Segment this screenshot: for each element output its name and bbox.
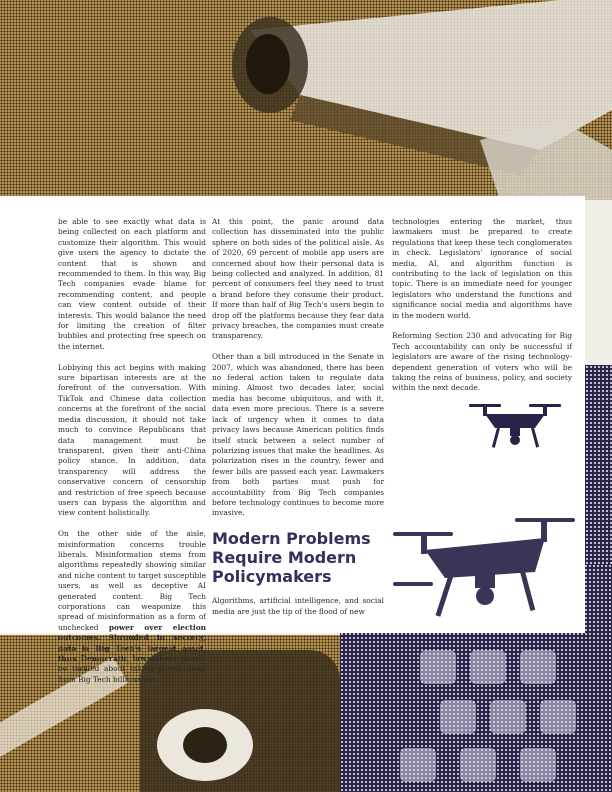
- paragraph: Lobbying this act begins with making sure bipartisan interests are at the forefront of the conversation. With TikTok and Chinese data collection concerns at the forefront of the social media discussion, it should not take much to convince Republicans that data management must be transparent, given their anti-China policy stance. In addition, data transparency will address the conservative concern of censorship and restriction of free speech because users can bypass the algorithm and view content holistically.: [58, 362, 206, 518]
- column-2: [212, 217, 384, 627]
- paragraph-text: On the other side of the aisle, misinformation concerns trouble liberals. Misinformation stems from algorithms repeatedly showing similar and niche content to target susceptible users, as well as deceptive AI generated content. Big Tech corporations can weaponize this spread of misinformation as a form of unchecked: [58, 529, 206, 632]
- drone-small-icon: [465, 398, 565, 458]
- section-heading: Modern Problems Require Modern Policymakers: [212, 529, 371, 587]
- paragraph-text: should be thrilled about taking power away from Big Tech billionaires.: [58, 654, 206, 684]
- paragraph-bold-text: power over election outcomes. Shrouded in secrecy, data is Big Tech's largest asset, thus Democratic lawmakers: [58, 622, 206, 664]
- paragraph: Other than a bill introduced in the Senate in 2007, which was abandoned, there has been no federal action taken to regulate data mining. Almost two decades later, social media has become ubiquitous, and with it, data even more precious. There is a severe lack of urgency when it comes to data privacy laws because American politics finds itself stuck between a select number of polarizing issues that make the headlines. As polarization rises in the country, fewer and fewer bills are passed each year. Lawmakers from both parties must push for accountability from Big Tech companies before technology continues to become more invasive.: [212, 352, 384, 518]
- column-1: [58, 217, 206, 696]
- paragraph: At this point, the panic around data collection has disseminated into the public sphere on both sides of the political aisle. As of 2020, 69 percent of mobile app users are concerned about how their personal data is being collected and analyzed. In addition, 81 percent of consumers feel they need to trust a brand before they consume their product. If more than half of Big Tech's users begin to drop off the platforms because they fear data privacy breaches, the companies must create transparency.: [212, 217, 384, 341]
- paragraph: [58, 529, 206, 685]
- paragraph: Reforming Section 230 and advocating for Big Tech accountability can only be successful if legislators are aware of the rising technology-dependent generation of voters who will be taking the reins of business, policy, and society within the next decade.: [392, 331, 572, 393]
- column-3: [392, 217, 572, 404]
- paragraph: technologies entering the market, thus lawmakers must be prepared to create regulations that keep these tech conglomerates in check. Legislators' ignorance of social media, AI, and algorithm function is contributing to the lack of legislation on this topic. There is an immediate need for younger legislators who understand the functions and significance social media and algorithms have in the modern world.: [392, 217, 572, 320]
- paragraph: be able to see exactly what data is being collected on each platform and customize their algorithm. This would give users the agency to dictate the content that is shown and recommended to them. In this way, Big Tech companies evade blame for recommending content, and people can view content outside of their interests. This would balance the need for limiting the creation of filter bubbles and protecting free speech on the internet.: [58, 217, 206, 351]
- drone-large-icon: [385, 512, 585, 632]
- paragraph: Algorithms, artificial intelligence, and social media are just the tip of the flood of new: [212, 596, 384, 616]
